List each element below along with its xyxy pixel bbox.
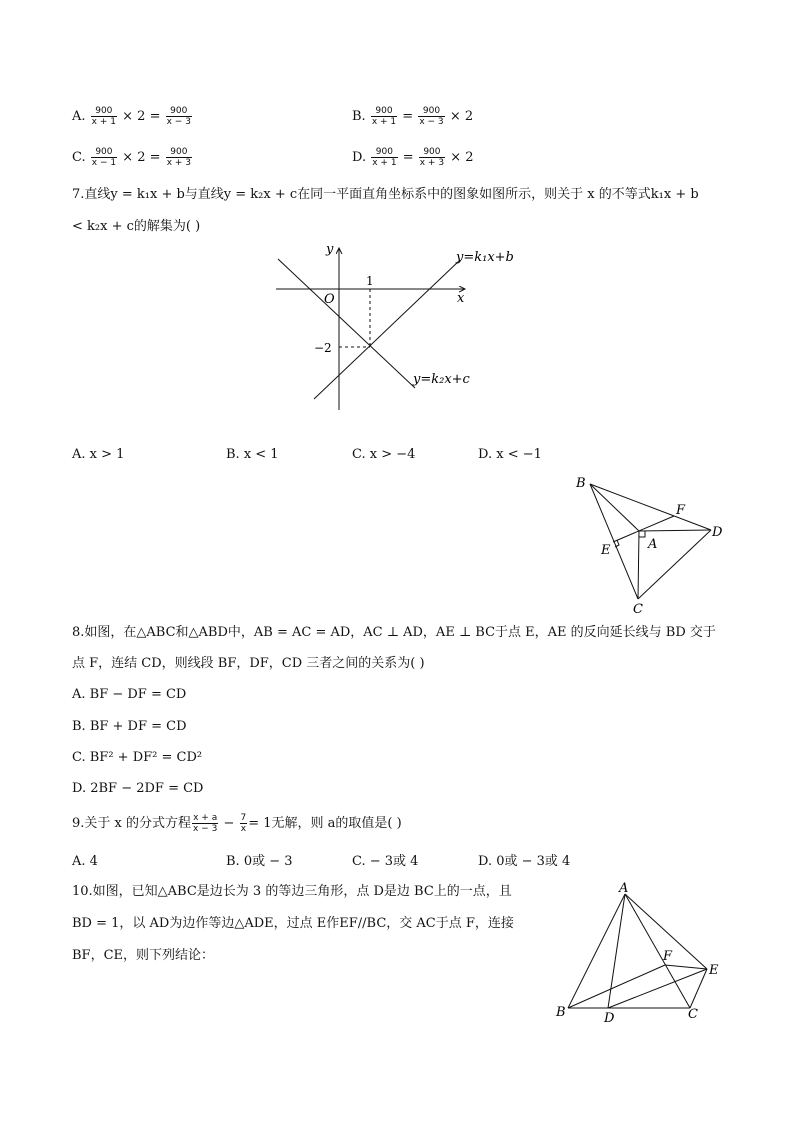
q10-label-a: A	[619, 882, 629, 896]
q8-label-d: D	[712, 525, 723, 540]
q10-label-e: E	[709, 963, 719, 978]
q6-option-a-frac1: $\frac{900}{x + 1}$	[91, 106, 116, 127]
q7-option-a: A. x > 1	[72, 447, 125, 462]
q7-option-c: C. x > −4	[352, 447, 416, 462]
q8-label-c: C	[633, 602, 643, 617]
q8-option-a: A. BF − DF = CD	[72, 687, 187, 702]
q8-right-angle-a	[639, 531, 645, 537]
q10-figure	[550, 882, 730, 1027]
q10-segment-bf	[568, 965, 665, 1008]
q7-option-d: D. x < −1	[478, 447, 542, 462]
q8-option-d: D. 2BF − 2DF = CD	[72, 781, 204, 796]
q8-label-e: E	[601, 543, 611, 558]
q6-option-b: B. $\frac{900}{x + 1}$ = $\frac{900}{x - 3}$ × 2	[352, 106, 474, 127]
q8-option-b: B. BF + DF = CD	[72, 719, 187, 734]
q7-origin-label: O	[324, 292, 335, 307]
q10-segment-ac	[625, 894, 690, 1008]
q9-frac2: $\frac{7}{x}$	[240, 813, 247, 834]
q7-stem-line1: 7.直线y = k₁x + b与直线y = k₂x + c在同一平面直角坐标系中的图象如图所示，则关于 x 的不等式k₁x + b	[72, 187, 699, 202]
q10-label-d: D	[604, 1011, 615, 1026]
q10-label-b: B	[556, 1005, 566, 1020]
q6-option-a-letter: A.	[72, 109, 86, 124]
q8-option-c: C. BF² + DF² = CD²	[72, 750, 203, 765]
q9-stem-suffix: = 1无解，则 a的取值是( )	[248, 816, 402, 831]
q7-y-label: y	[326, 242, 334, 257]
q9-frac1: $\frac{x + a}{x - 3}$	[193, 813, 218, 834]
q10-label-c: C	[688, 1007, 698, 1022]
q7-line-k1-label: y=k₁x+b	[456, 250, 514, 265]
q8-segment-ba	[590, 484, 639, 531]
q10-stem-line1: 10.如图，已知△ABC是边长为 3 的等边三角形，点 D是边 BC上的一点，且	[72, 884, 512, 899]
q7-option-b: B. x < 1	[226, 447, 279, 462]
q8-segment-bd	[590, 484, 711, 530]
q9-stem-prefix: 9.关于 x 的分式方程	[72, 816, 191, 831]
q7-line-k2-label: y=k₂x+c	[413, 372, 470, 387]
q10-stem-line2: BD = 1，以 AD为边作等边△ADE，过点 E作EF//BC，交 AC于点 F，连接	[72, 916, 514, 931]
q8-figure	[566, 472, 736, 617]
q7-stem-line2: < k₂x + c的解集为( )	[72, 219, 201, 234]
q6-option-a-frac2: $\frac{900}{x - 3}$	[166, 106, 191, 127]
q9-option-d: D. 0或 − 3或 4	[478, 854, 571, 869]
q10-label-f: F	[663, 949, 673, 964]
q10-stem-line3: BF，CE，则下列结论：	[72, 948, 215, 963]
q10-segment-ef	[665, 965, 707, 969]
q8-segment-ad	[639, 530, 711, 531]
q6-option-c: C. $\frac{900}{x - 1}$ × 2 = $\frac{900}{x + 3}$	[72, 147, 192, 168]
q7-x-tick-label: 1	[366, 274, 374, 288]
q6-option-d: D. $\frac{900}{x + 1}$ = $\frac{900}{x + 3}$ × 2	[352, 147, 474, 168]
q9-stem: 9.关于 x 的分式方程 $\frac{x + a}{x - 3}$ − $\frac{7}{x}$ = 1无解，则 a的取值是( )	[72, 813, 402, 834]
q7-graph	[270, 236, 530, 416]
q9-option-c: C. − 3或 4	[352, 854, 419, 869]
q6-option-a: A. $\frac{900}{x + 1}$ × 2 = $\frac{900}{x - 3}$	[72, 106, 191, 127]
q8-label-b: B	[576, 476, 586, 491]
q8-segment-ef	[613, 516, 674, 542]
q8-stem-line2: 点 F，连结 CD，则线段 BF，DF，CD 三者之间的关系为( )	[72, 656, 425, 671]
q7-x-label: x	[457, 291, 465, 306]
q8-stem-line1: 8.如图，在△ABC和△ABD中，AB = AC = AD，AC ⊥ AD，AE ⊥ BC于点 E，AE 的反向延长线与 BD 交于	[72, 625, 716, 640]
q8-segment-ac	[638, 531, 639, 599]
q9-option-a: A. 4	[72, 854, 98, 869]
q8-label-a: A	[648, 537, 658, 552]
q7-y-tick-label: −2	[314, 341, 332, 355]
q9-option-b: B. 0或 − 3	[226, 854, 293, 869]
q8-label-f: F	[676, 503, 686, 518]
